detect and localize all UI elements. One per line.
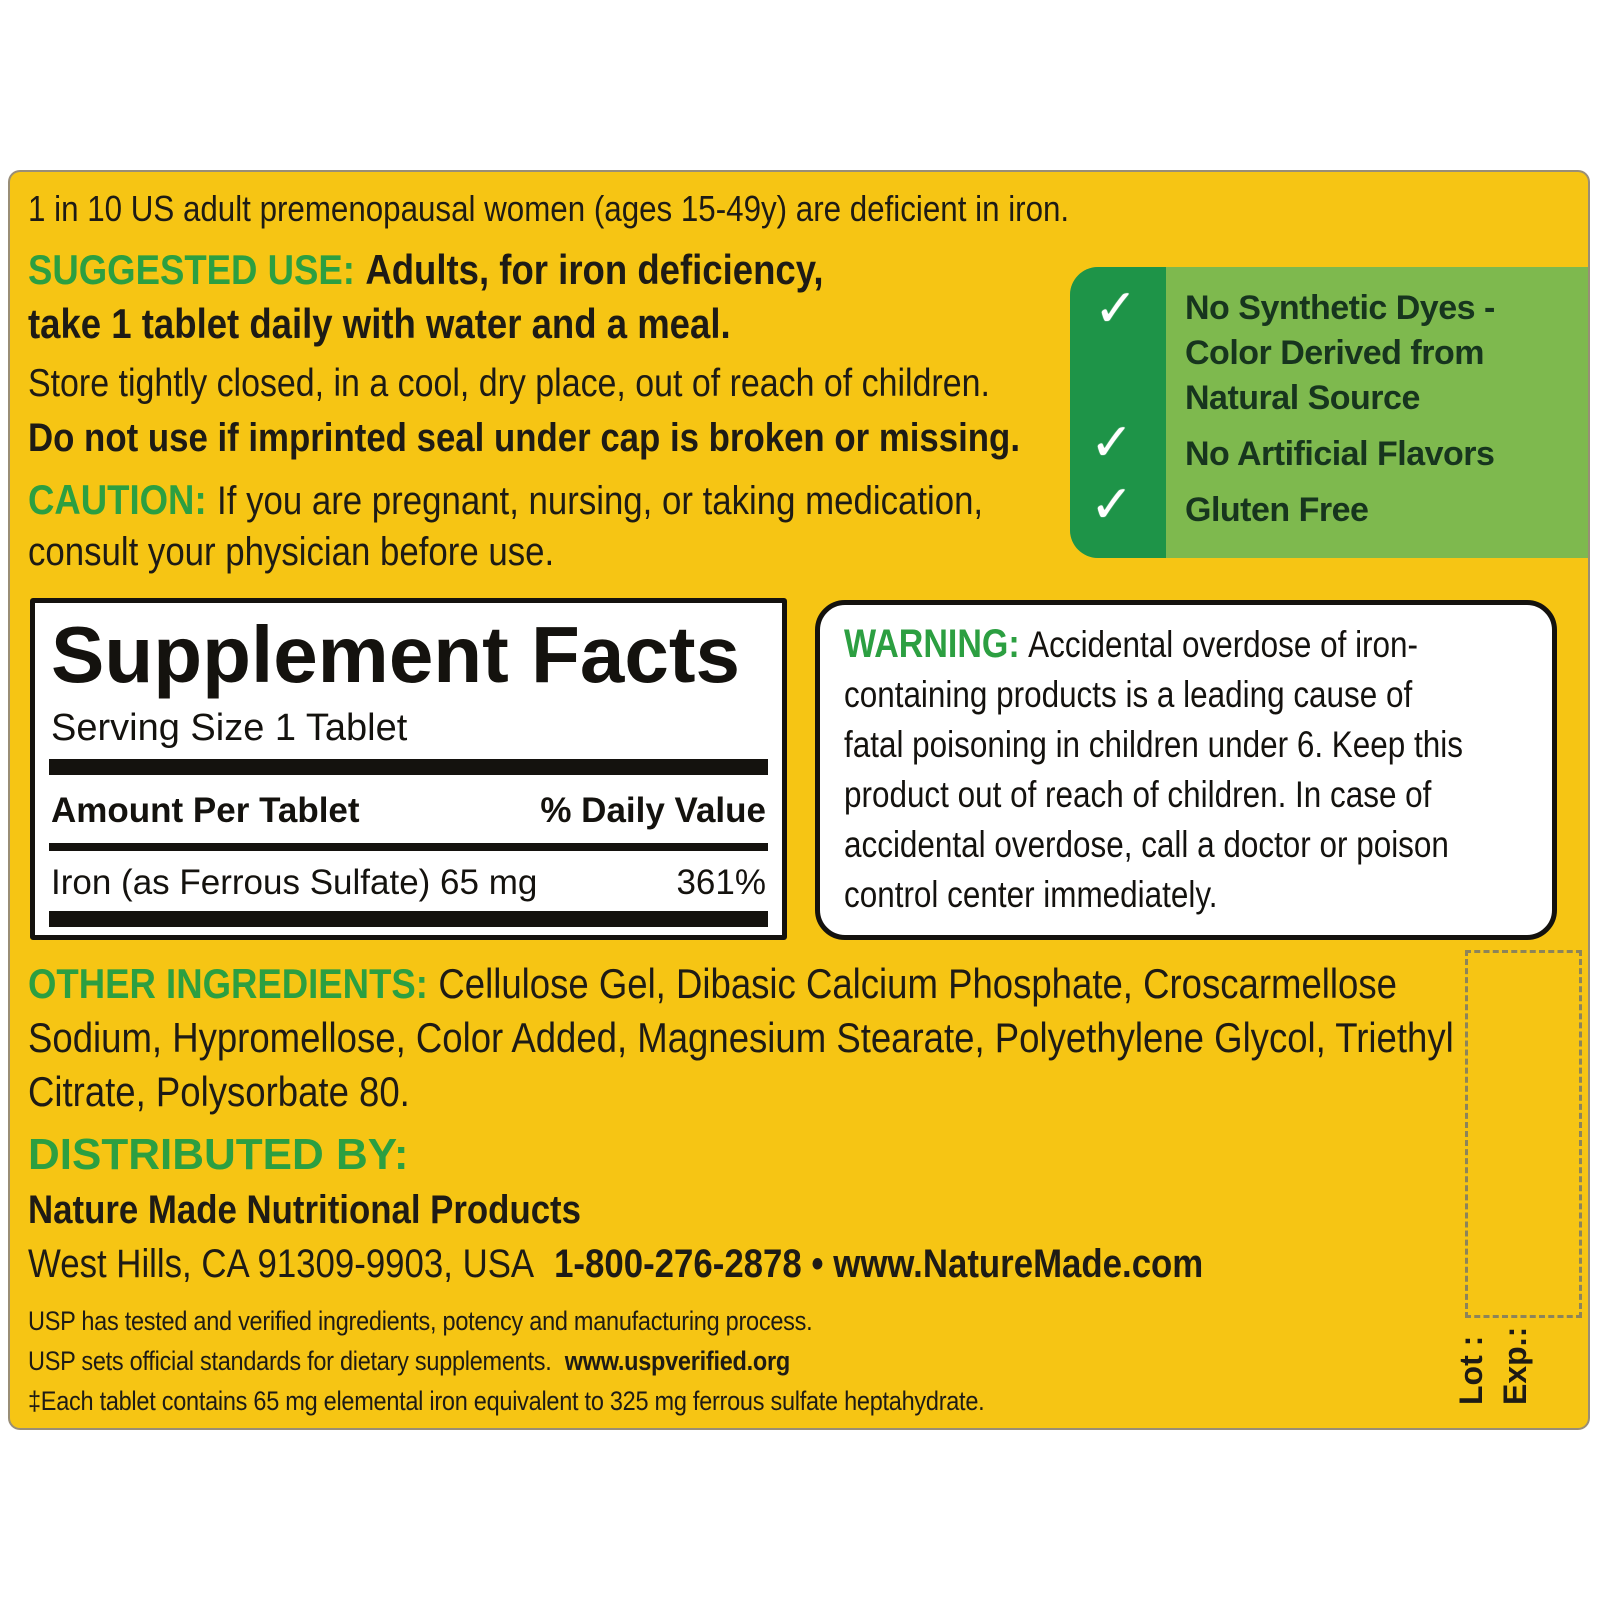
warning-line: containing products is a leading cause of — [844, 674, 1413, 715]
warning-heading: WARNING: — [844, 622, 1020, 666]
distributed-by-heading: DISTRIBUTED BY: — [28, 1130, 409, 1179]
other-ingredients-line2: Sodium, Hypromellose, Color Added, Magnesium Stearate, Polyethylene Glycol, Triethyl — [28, 1014, 1454, 1061]
usp-standards-text: USP sets official standards for dietary supplements. — [28, 1346, 552, 1376]
seal-warning: Do not use if imprinted seal under cap is broken or missing. — [28, 416, 1020, 460]
benefits-badge-panel — [1070, 267, 1588, 558]
amount-per-tablet-header: Amount Per Tablet — [51, 791, 360, 830]
checkmark-icon: ✓ — [1090, 476, 1134, 534]
warning-line: product out of reach of children. In case of — [844, 774, 1432, 815]
lot-exp-stamp-area — [1465, 950, 1582, 1318]
usp-website: www.uspverified.org — [564, 1346, 790, 1376]
warning-line: fatal poisoning in children under 6. Keep this — [844, 724, 1463, 765]
iron-daily-value: 361% — [676, 863, 766, 902]
supplement-facts-title: Supplement Facts — [51, 610, 741, 699]
storage-instruction: Store tightly closed, in a cool, dry place, out of reach of children. — [28, 362, 990, 405]
supplement-label-back — [10, 172, 1588, 1428]
badge-no-synthetic-dyes-line3: Natural Source — [1185, 379, 1420, 417]
suggested-use-heading: SUGGESTED USE: — [28, 246, 355, 293]
iron-overdose-warning-panel — [815, 600, 1557, 940]
suggested-use-line2: take 1 tablet daily with water and a meal. — [28, 300, 731, 347]
badge-gluten-free: Gluten Free — [1185, 491, 1369, 529]
other-ingredients-text1: Cellulose Gel, Dibasic Calcium Phosphate, Croscarmellose — [438, 960, 1397, 1007]
distributor-phone-web: 1-800-276-2878 • www.NatureMade.com — [554, 1242, 1204, 1286]
lot-label: Lot : — [1453, 1335, 1489, 1405]
other-ingredients-heading: OTHER INGREDIENTS: — [28, 960, 428, 1007]
other-ingredients-line1 — [28, 960, 1397, 1008]
checkmark-icon: ✓ — [1094, 280, 1138, 338]
thick-divider-bar — [49, 911, 768, 927]
exp-label: Exp.: — [1497, 1326, 1533, 1405]
distributor-address-line — [28, 1242, 1203, 1287]
iron-deficiency-statement: 1 in 10 US adult premenopausal women (ages 15-49y) are deficient in iron. — [28, 188, 1070, 229]
badge-no-synthetic-dyes-line2: Color Derived from — [1185, 334, 1484, 372]
serving-size: Serving Size 1 Tablet — [51, 707, 408, 749]
caution-line1 — [28, 476, 983, 524]
badge-no-artificial-flavors: No Artificial Flavors — [1185, 435, 1495, 473]
warning-line — [844, 619, 1425, 670]
caution-text1: If you are pregnant, nursing, or taking medication, — [217, 479, 984, 523]
warning-line: accidental overdose, call a doctor or poison — [844, 824, 1449, 865]
thick-divider-bar — [49, 759, 768, 775]
badge-no-synthetic-dyes-line1: No Synthetic Dyes - — [1185, 289, 1495, 327]
distributor-company: Nature Made Nutritional Products — [28, 1188, 581, 1232]
warning-line: control center immediately. — [844, 874, 1218, 915]
thin-divider-bar — [49, 843, 768, 851]
checkmark-icon: ✓ — [1090, 414, 1134, 472]
suggested-use-line1 — [28, 246, 823, 294]
other-ingredients-line3: Citrate, Polysorbate 80. — [28, 1068, 410, 1115]
warning-text: Accidental overdose of iron- — [1028, 624, 1418, 665]
elemental-iron-footnote: ‡Each tablet contains 65 mg elemental iron equivalent to 325 mg ferrous sulfate heptahydrate. — [28, 1386, 985, 1416]
usp-verified-line1: USP has tested and verified ingredients, potency and manufacturing process. — [28, 1306, 813, 1336]
caution-heading: CAUTION: — [28, 476, 207, 523]
daily-value-header: % Daily Value — [540, 791, 766, 830]
suggested-use-text1: Adults, for iron deficiency, — [365, 246, 824, 293]
distributor-address: West Hills, CA 91309-9903, USA — [28, 1242, 533, 1286]
caution-line2: consult your physician before use. — [28, 530, 555, 574]
iron-amount: Iron (as Ferrous Sulfate) 65 mg — [51, 863, 538, 902]
usp-verified-line2 — [28, 1346, 790, 1377]
supplement-facts-panel — [30, 598, 787, 940]
